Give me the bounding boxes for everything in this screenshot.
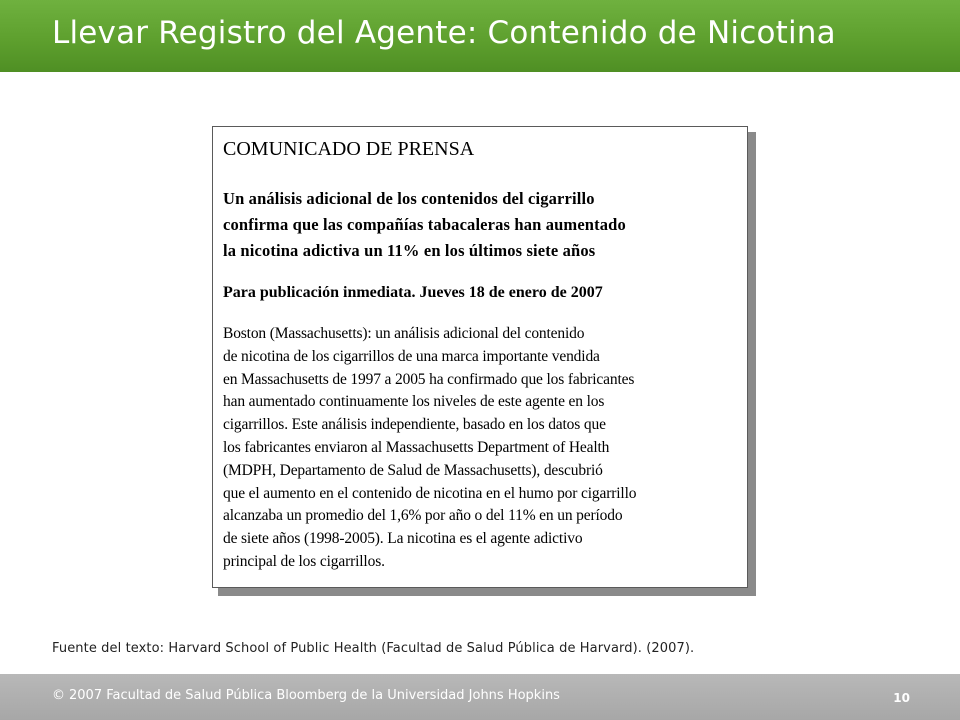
body-line: de nicotina de los cigarrillos de una marca importante vendida [223,347,600,365]
footer-copyright-text: 2007 Facultad de Salud Pública Bloomberg de la Universidad Johns Hopkins [69,688,560,703]
footer-bar [0,674,960,720]
footer-copyright [52,688,560,703]
press-release-body [223,323,737,574]
press-release-heading: COMUNICADO DE PRENSA [223,138,475,160]
headline-line: confirma que las compañías tabacaleras han aumentado [223,215,626,234]
copyright-icon: © [52,688,65,703]
headline-line: la nicotina adictiva un 11% en los últimos siete años [223,241,596,260]
source-citation: Fuente del texto: Harvard School of Public Health (Facultad de Salud Pública de Harvard). (2007). [52,641,695,656]
body-line: cigarrillos. Este análisis independiente, basado en los datos que [223,416,606,434]
body-line: (MDPH, Departamento de Salud de Massachusetts), descubrió [223,461,603,479]
body-line: alcanzaba un promedio del 1,6% por año o del 11% en un período [223,507,623,525]
title-bar [0,0,960,72]
page-number: 10 [893,691,910,705]
body-line: los fabricantes enviaron al Massachusetts Department of Health [223,438,610,456]
body-line: han aumentado continuamente los niveles de este agente en los [223,393,605,411]
headline-line: Un análisis adicional de los contenidos del cigarrillo [223,189,595,208]
press-release-box [212,126,748,588]
slide-title: Llevar Registro del Agente: Contenido de Nicotina [52,15,836,51]
body-line: en Massachusetts de 1997 a 2005 ha confirmado que los fabricantes [223,370,635,388]
press-release-headline [223,186,737,264]
body-line: Boston (Massachusetts): un análisis adicional del contenido [223,325,585,342]
release-date-line: Para publicación inmediata. Jueves 18 de enero de 2007 [223,284,603,301]
body-line: que el aumento en el contenido de nicotina en el humo por cigarrillo [223,484,637,502]
body-line: de siete años (1998-2005). La nicotina es el agente adictivo [223,530,583,548]
body-line: principal de los cigarrillos. [223,552,385,570]
